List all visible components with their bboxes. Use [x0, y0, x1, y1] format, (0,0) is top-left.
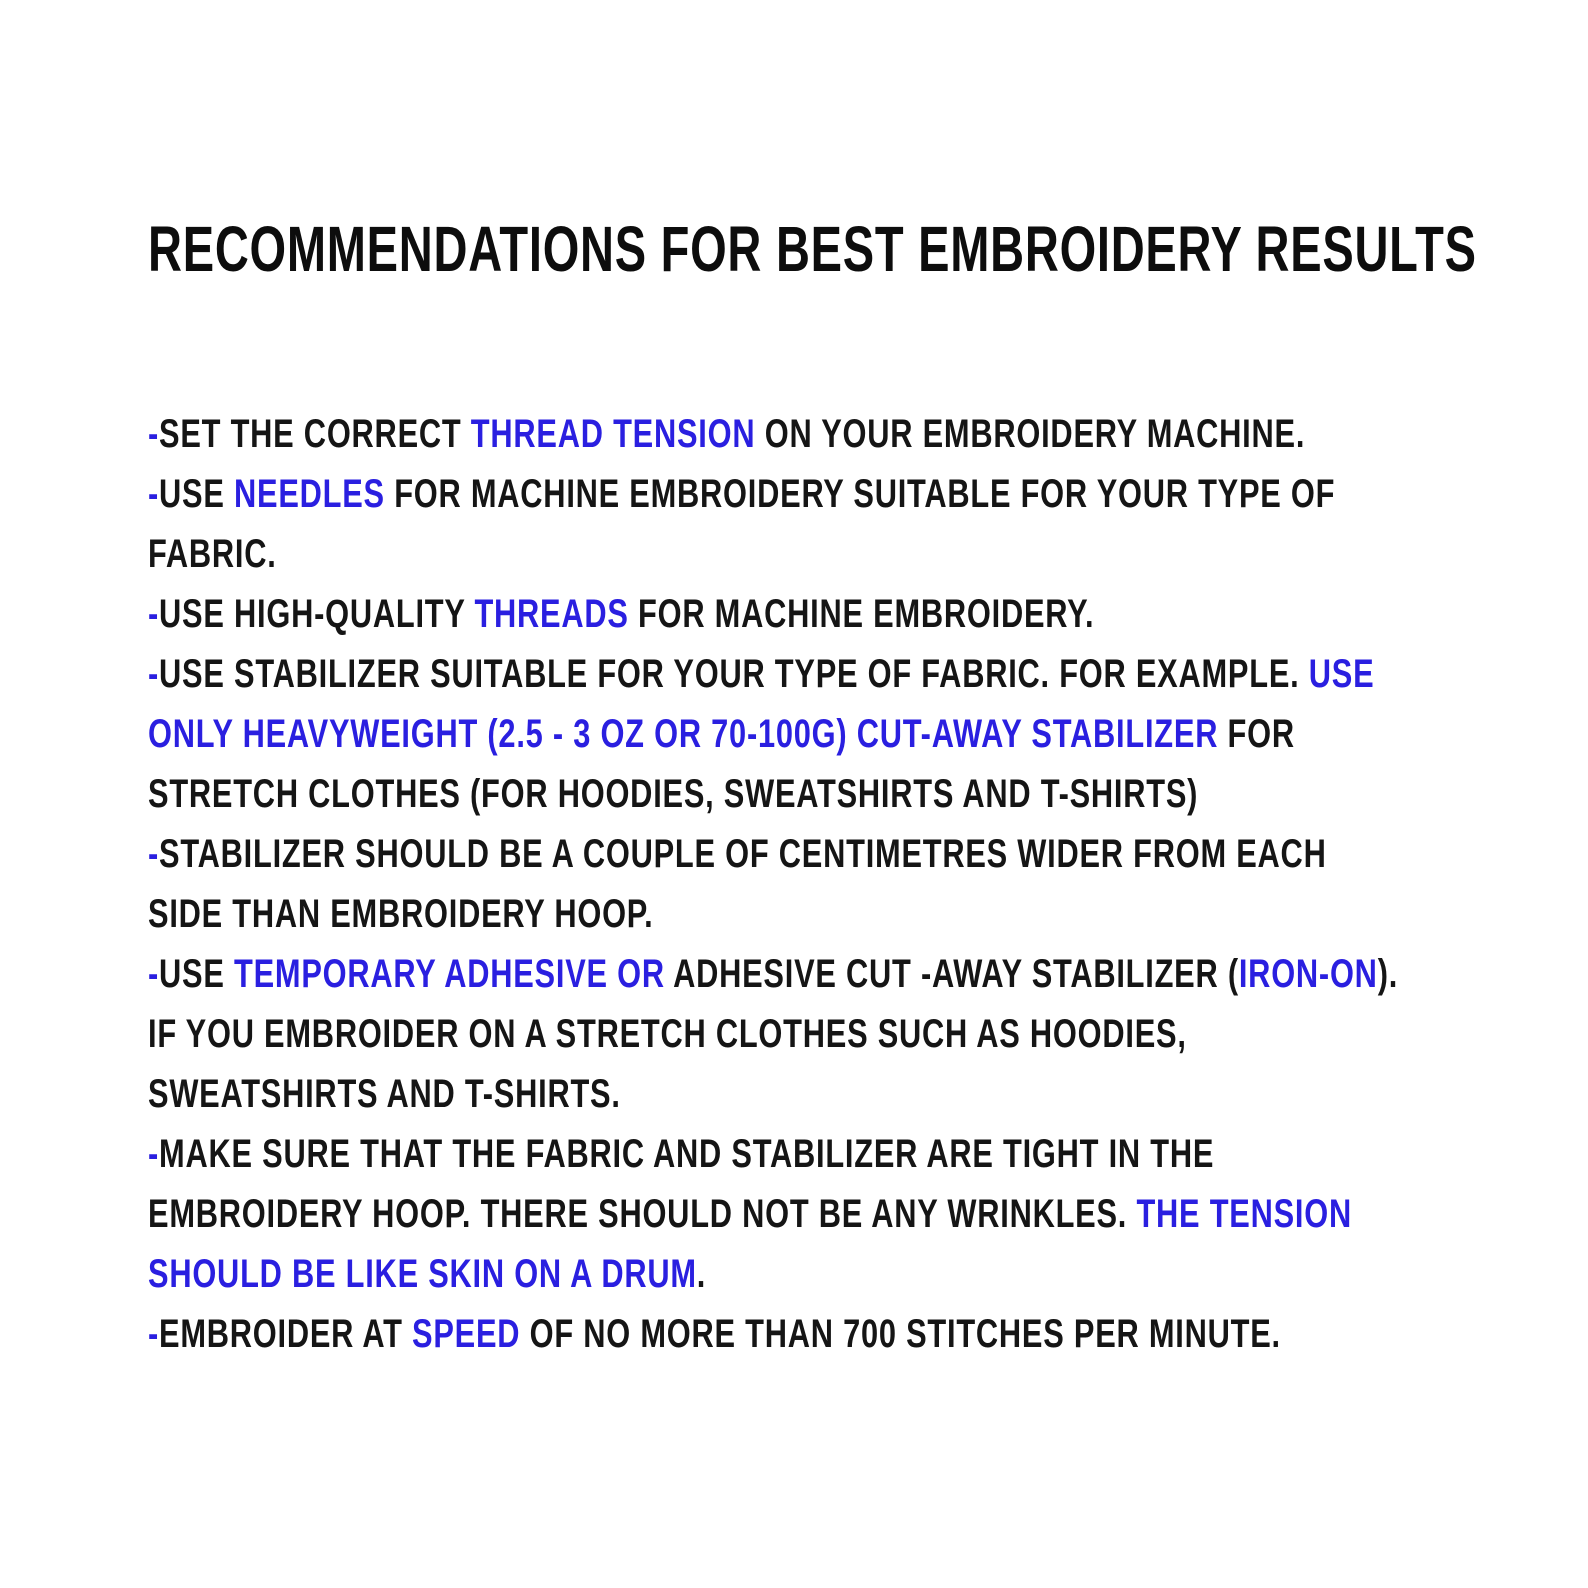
- tip-segment: -: [148, 592, 160, 636]
- tip-segment: THREAD TENSION: [470, 412, 756, 456]
- tip-segment: USE: [159, 472, 234, 516]
- tip-segment: THE TENSION SHOULD BE LIKE SKIN ON A DRUM: [148, 1192, 1352, 1296]
- tip-item: [148, 824, 1411, 944]
- tip-segment: -: [148, 472, 160, 516]
- tip-segment: IRON-ON: [1238, 952, 1378, 996]
- tip-item: [148, 644, 1411, 824]
- tip-segment: FOR STRETCH CLOTHES (FOR HOODIES, SWEATSHIRTS AND T-SHIRTS): [148, 712, 1295, 816]
- tip-segment: ). IF YOU EMBROIDER ON A STRETCH CLOTHES SUCH AS HOODIES, SWEATSHIRTS AND T-SHIRTS.: [148, 952, 1399, 1116]
- tip-segment: -: [148, 412, 160, 456]
- tip-segment: ON YOUR EMBROIDERY MACHINE.: [755, 412, 1306, 456]
- tip-item: [148, 464, 1411, 584]
- tip-segment: FOR MACHINE EMBROIDERY.: [628, 592, 1095, 636]
- tip-item: [148, 1304, 1411, 1364]
- tip-item: [148, 944, 1411, 1124]
- tip-segment: NEEDLES: [233, 472, 385, 516]
- tip-segment: -: [148, 832, 160, 876]
- tip-segment: ADHESIVE CUT -AWAY STABILIZER (: [664, 952, 1239, 996]
- tip-segment: STABILIZER SHOULD BE A COUPLE OF CENTIMETRES WIDER FROM EACH SIDE THAN EMBROIDERY HOOP.: [148, 832, 1327, 936]
- tip-segment: USE: [159, 952, 234, 996]
- tip-segment: SPEED: [412, 1312, 521, 1356]
- tip-item: [148, 1124, 1411, 1304]
- tip-segment: USE HIGH-QUALITY: [159, 592, 475, 636]
- tips-list: [148, 404, 1411, 1364]
- tip-item: [148, 584, 1411, 644]
- tip-segment: -: [148, 952, 160, 996]
- tip-segment: USE STABILIZER SUITABLE FOR YOUR TYPE OF FABRIC. FOR EXAMPLE.: [159, 652, 1309, 696]
- tip-segment: USE ONLY HEAVYWEIGHT (2.5 - 3 OZ OR 70-100G) CUT-AWAY STABILIZER: [148, 652, 1375, 756]
- tip-segment: MAKE SURE THAT THE FABRIC AND STABILIZER ARE TIGHT IN THE EMBROIDERY HOOP. THERE SHOULD NOT BE ANY WRINKLES.: [148, 1132, 1215, 1236]
- tip-segment: -: [148, 1132, 160, 1176]
- tip-segment: -: [148, 1312, 160, 1356]
- tip-segment: FOR MACHINE EMBROIDERY SUITABLE FOR YOUR TYPE OF FABRIC.: [148, 472, 1336, 576]
- tip-segment: SET THE CORRECT: [159, 412, 471, 456]
- tip-segment: EMBROIDER AT: [159, 1312, 413, 1356]
- tip-segment: .: [696, 1252, 707, 1296]
- tip-segment: OF NO MORE THAN 700 STITCHES PER MINUTE.: [520, 1312, 1281, 1356]
- tip-segment: THREADS: [474, 592, 629, 636]
- tip-segment: TEMPORARY ADHESIVE OR: [233, 952, 665, 996]
- tip-segment: -: [148, 652, 160, 696]
- tip-item: [148, 404, 1411, 464]
- page-title: RECOMMENDATIONS FOR BEST EMBROIDERY RESULTS: [148, 213, 1477, 285]
